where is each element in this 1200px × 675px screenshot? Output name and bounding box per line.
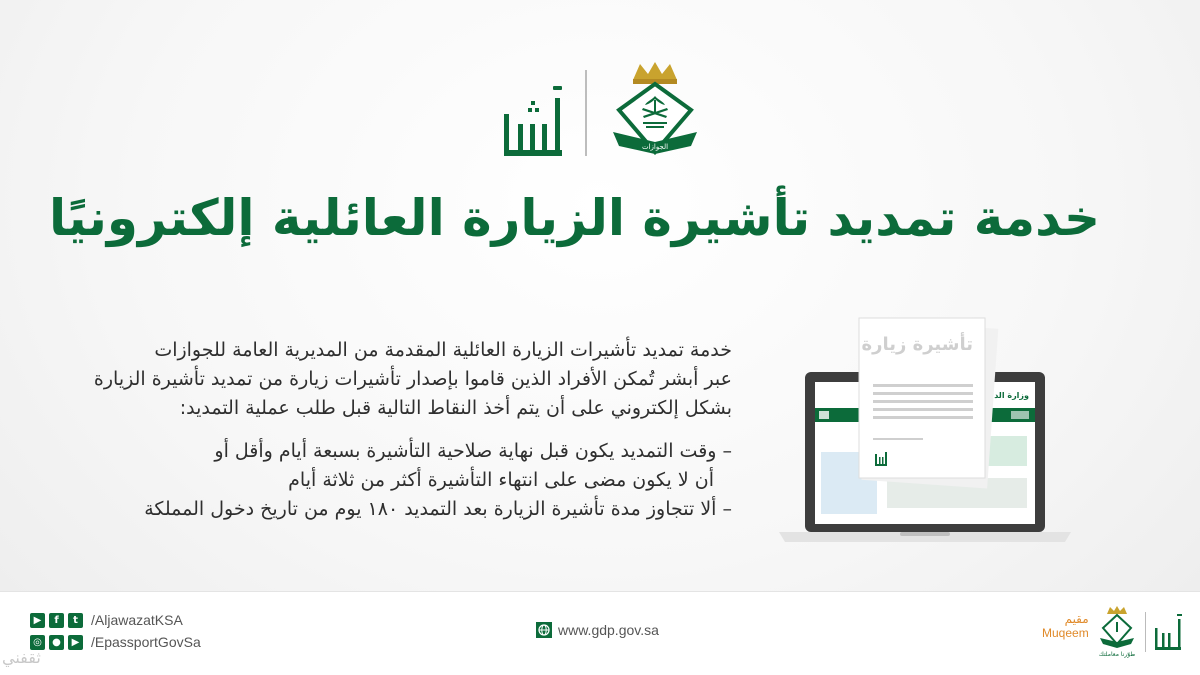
website-text[interactable]: www.gdp.gov.sa (558, 622, 659, 638)
youtube-icon[interactable]: ▶ (30, 613, 45, 628)
watermark: ثقفني (2, 648, 41, 667)
point-1-line-2: أن لا يكون مضى على انتهاء التأشيرة أكثر من ثلاثة أيام (288, 469, 714, 491)
document-title: تأشيرة زيارة (861, 334, 973, 355)
point-1-line-1: – وقت التمديد يكون قبل نهاية صلاحية التأشيرة بسبعة أيام وأقل أو (214, 440, 732, 462)
youtube-social-row (30, 634, 201, 650)
paragraph-line-2: عبر أبشر تُمكن الأفراد الذين قاموا بإصدار تأشيرات زيارة من تمديد تأشيرة الزيارة (93, 368, 732, 390)
muqeem-arabic: مقيم (1064, 612, 1089, 626)
jawazat-emblem (605, 60, 705, 160)
page-title: خدمة تمديد تأشيرة الزيارة العائلية إلكترونيًا (48, 189, 1100, 247)
point-2: – ألا تتجاوز مدة تأشيرة الزيارة بعد التمديد ١٨٠ يوم من تاريخ دخول المملكة (144, 498, 732, 520)
paragraph-line-3: بشكل إلكتروني على أن يتم أخذ النقاط التالية قبل طلب عملية التمديد: (179, 397, 732, 419)
instagram-icon[interactable]: ◎ (30, 635, 45, 650)
service-description (60, 336, 732, 524)
facebook-icon[interactable]: f (49, 613, 64, 628)
snapchat-icon[interactable]: ● (49, 635, 64, 650)
twitter-handle[interactable]: /AljawazatKSA (91, 612, 183, 628)
emblem-caption: طوّرنا معاملتك (1098, 651, 1136, 658)
footer-absher-logo (1153, 614, 1183, 650)
footer-jawazat-emblem (1097, 606, 1137, 658)
screen-header-text: وزارة الد (994, 391, 1029, 400)
footer (0, 591, 1200, 675)
youtube-channel-icon[interactable]: ▶ (68, 635, 83, 650)
absher-logo (498, 84, 568, 156)
youtube-handle[interactable]: /EpassportGovSa (91, 634, 201, 650)
paragraph-line-1: خدمة تمديد تأشيرات الزيارة العائلية المقدمة من المديرية العامة للجوازات (154, 339, 732, 361)
footer-divider (1145, 612, 1146, 652)
muqeem-logo (1042, 612, 1089, 640)
globe-icon (536, 622, 552, 638)
svg-text:الجوازات: الجوازات (641, 143, 669, 151)
twitter-icon[interactable]: t (68, 613, 83, 628)
laptop-illustration (775, 312, 1075, 547)
twitter-social-row (30, 612, 183, 628)
logo-divider (585, 70, 587, 156)
website-link[interactable] (536, 622, 659, 638)
muqeem-english: Muqeem (1042, 626, 1089, 640)
